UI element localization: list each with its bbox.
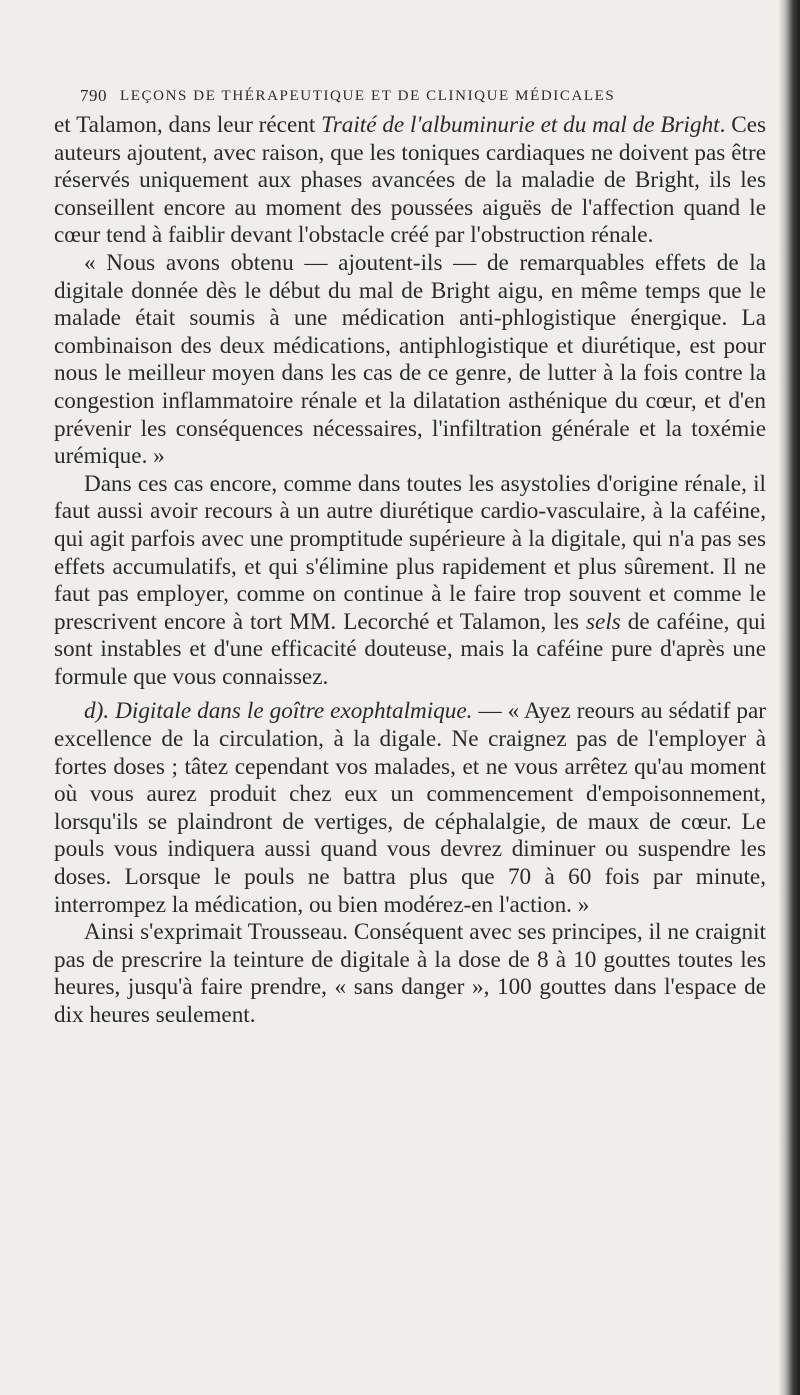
section-label: d). [84, 698, 110, 725]
running-title: LEÇONS DE THÉRAPEUTIQUE ET DE CLINIQUE MÉDICALES [120, 88, 616, 104]
paragraph-1-text-end: . Ces auteurs ajoutent, avec raison, que les toniques cardiaques ne doivent pas être réservés uniquement aux phases avancées de la maladie de Bright, ils les conseillent encore au moment des poussées aiguës de l'affection quand le cœur tend à faiblir devant l'obstacle créé par l'obstruction rénale. [54, 112, 767, 249]
body-text [54, 112, 766, 1030]
paragraph-5: Ainsi s'exprimait Trousseau. Conséquent avec ses principes, il ne craignit pas de prescrire la teinture de digitale à la dose de 8 à 10 gouttes toutes les heures, jusqu'à faire prendre, « sans danger », 100 gouttes dans l'espace de dix heures seulement. [54, 919, 766, 1028]
paragraph-4-text: — « Ayez reours au sédatif par excellence de la circulation, à la digale. Ne craignez pas de l'employer à fortes doses ; tâtez cependant vos malades, et ne vous arrêtez qu'au moment où vous aurez produit chez eux un commencement d'empoisonnement, lorsqu'ils se plaindront de vertiges, de céphalalgie, de maux de cœur. Le pouls vous indiquera aussi quand vous devrez diminuer ou suspendre les doses. Lorsque le pouls ne battra plus que 70 à 60 fois par minute, interrompez la médication, ou bien modérez-en l'action. » [54, 698, 766, 918]
emphasized-word: sels [586, 608, 621, 635]
paragraph-2-quotation: « Nous avons obtenu — ajoutent-ils — de remarquables effets de la digitale donnée dès le début du mal de Bright aigu, en même temps que le malade était soumis à une médication anti-phlogistique énergique. La combinaison des deux médications, antiphlogistique et diurétique, est pour nous le meilleur moyen dans les cas de ce genre, de lutter à la fois contre la congestion inflammatoire rénale et la dilatation asthénique du cœur, et d'en prévenir les conséquences nécessaires, l'infiltration générale et la toxémie urémique. » [54, 249, 766, 470]
page-number: 790 [80, 86, 107, 105]
paragraph-3-text-end: de caféine, qui sont instables et d'une efficacité douteuse, mais la caféine pure d'après une formule que vous connaissez. [54, 608, 766, 690]
section-heading: Digitale dans le goître exophtalmique. [115, 698, 473, 725]
page-edge-shadow [778, 0, 800, 1395]
paragraph-3-text-start: Dans ces cas encore, comme dans toutes les asystolies d'origine rénale, il faut aussi avoir recours à un autre diurétique cardio-vasculaire, à la caféine, qui agit parfois avec une promptitude supérieure à la digitale, qui n'a pas ses effets accumulatifs, et qui s'élimine plus rapidement et plus sûrement. Il ne faut pas employer, comme on continue à le faire trop souvent et comme le prescrivent encore à tort MM. Lecorché et Talamon, les [54, 470, 766, 635]
cited-book-title: Traité de l'albuminurie et du mal de Bright [321, 112, 720, 138]
paragraph-3 [54, 471, 766, 692]
paragraph-1 [54, 112, 766, 250]
paragraph-1-text-start: et Talamon, dans leur récent [54, 112, 322, 138]
paragraph-4-section-d [54, 698, 766, 919]
